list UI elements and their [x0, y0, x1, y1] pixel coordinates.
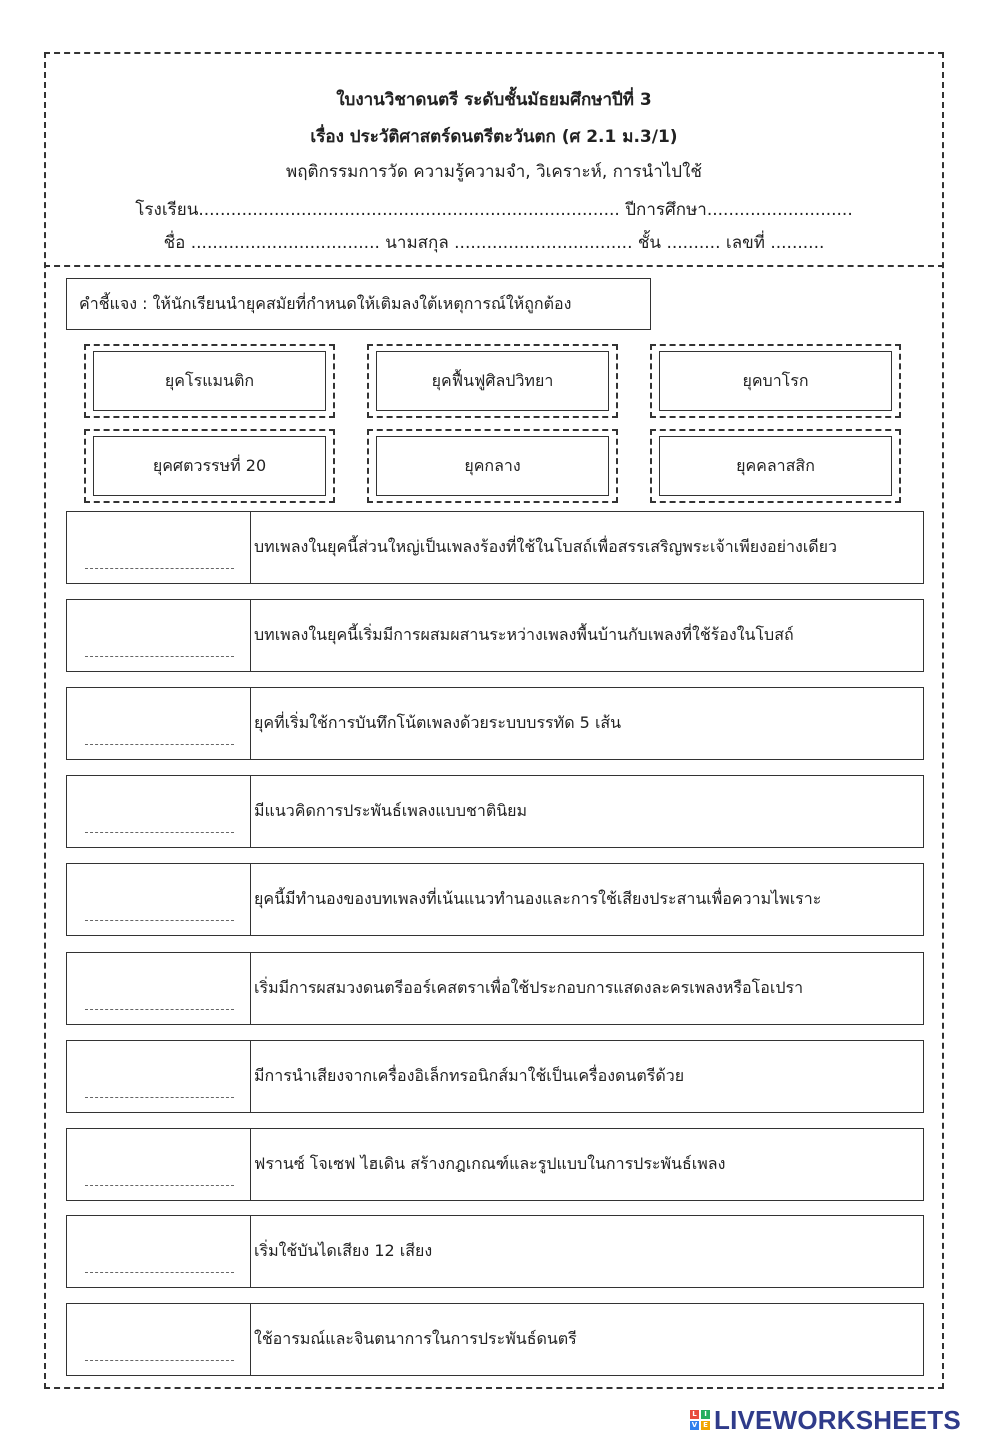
answer-drop-zone[interactable]	[67, 776, 251, 847]
logo-letter: V	[691, 1421, 698, 1429]
event-text: ยุคที่เริ่มใช้การบันทึกโน้ตเพลงด้วยระบบบรรทัด 5 เส้น	[254, 713, 622, 732]
era-card-middle-ages[interactable]	[367, 429, 618, 503]
event-text: เริ่มใช้บันไดเสียง 12 เสียง	[254, 1241, 433, 1260]
logo-letter: L	[690, 1410, 699, 1419]
answer-line	[85, 744, 234, 745]
era-card-baroque[interactable]	[650, 344, 901, 418]
event-row	[66, 1128, 924, 1201]
answer-line	[85, 1009, 234, 1010]
event-row	[66, 599, 924, 672]
liveworksheets-icon	[690, 1410, 710, 1430]
era-card-classical[interactable]	[650, 429, 901, 503]
era-label: ยุคกลาง	[376, 436, 609, 496]
answer-line	[85, 920, 234, 921]
brand-name: LIVEWORKSHEETS	[714, 1404, 961, 1435]
event-text: บทเพลงในยุคนี้ส่วนใหญ่เป็นเพลงร้องที่ใช้ในโบสถ์เพื่อสรรเสริญพระเจ้าเพียงอย่างเดียว	[254, 537, 837, 556]
logo-letter: I	[701, 1410, 710, 1419]
answer-drop-zone[interactable]	[67, 512, 251, 583]
era-card-renaissance[interactable]	[367, 344, 618, 418]
header-divider	[44, 265, 944, 267]
answer-line	[85, 1360, 234, 1361]
era-label: ยุคโรแมนติก	[93, 351, 326, 411]
event-row	[66, 1040, 924, 1113]
event-text: มีการนำเสียงจากเครื่องอิเล็กทรอนิกส์มาใช้เป็นเครื่องดนตรีด้วย	[254, 1066, 685, 1085]
worksheet-subtitle: เรื่อง ประวัติศาสตร์ดนตรีตะวันตก (ศ 2.1 ม.3/1)	[310, 127, 678, 147]
liveworksheets-logo	[690, 1404, 961, 1436]
era-label: ยุคฟื้นฟูศิลปวิทยา	[376, 351, 609, 411]
era-card-20th-century[interactable]	[84, 429, 335, 503]
answer-line	[85, 656, 234, 657]
answer-line	[85, 568, 234, 569]
answer-drop-zone[interactable]	[67, 1041, 251, 1112]
event-text: มีแนวคิดการประพันธ์เพลงแบบชาตินิยม	[254, 801, 528, 820]
school-year-line: โรงเรียน.............................................................................. ปีการศึกษา...........................	[135, 200, 853, 220]
event-row	[66, 863, 924, 936]
era-label: ยุคศตวรรษที่ 20	[93, 436, 326, 496]
event-text: ใช้อารมณ์และจินตนาการในการประพันธ์ดนตรี	[254, 1329, 577, 1348]
event-row	[66, 952, 924, 1025]
worksheet-title: ใบงานวิชาดนตรี ระดับชั้นมัธยมศึกษาปีที่ 3	[336, 90, 652, 110]
event-row	[66, 511, 924, 584]
event-text: ยุคนี้มีทำนองของบทเพลงที่เน้นแนวทำนองและการใช้เสียงประสานเพื่อความไพเราะ	[254, 889, 822, 908]
answer-line	[85, 832, 234, 833]
answer-drop-zone[interactable]	[67, 1216, 251, 1287]
answer-line	[85, 1097, 234, 1098]
answer-line	[85, 1272, 234, 1273]
event-text: ฟรานซ์ โจเซฟ ไฮเดิน สร้างกฎเกณฑ์และรูปแบบในการประพันธ์เพลง	[254, 1154, 726, 1173]
era-label: ยุคคลาสสิก	[659, 436, 892, 496]
answer-drop-zone[interactable]	[67, 1129, 251, 1200]
event-row	[66, 687, 924, 760]
answer-line	[85, 1185, 234, 1186]
event-row	[66, 775, 924, 848]
answer-drop-zone[interactable]	[67, 1304, 251, 1375]
event-text: บทเพลงในยุคนี้เริ่มมีการผสมผสานระหว่างเพลงพื้นบ้านกับเพลงที่ใช้ร้องในโบสถ์	[254, 625, 794, 644]
logo-letter: E	[701, 1421, 710, 1430]
answer-drop-zone[interactable]	[67, 688, 251, 759]
behavior-line: พฤติกรรมการวัด ความรู้ความจำ, วิเคราะห์, การนำไปใช้	[286, 162, 702, 182]
event-row	[66, 1303, 924, 1376]
era-card-romantic[interactable]	[84, 344, 335, 418]
event-text: เริ่มมีการผสมวงดนตรีออร์เคสตราเพื่อใช้ประกอบการแสดงละครเพลงหรือโอเปรา	[254, 978, 804, 997]
event-row	[66, 1215, 924, 1288]
instruction-box: คำชี้แจง : ให้นักเรียนนำยุคสมัยที่กำหนดให้เติมลงใต้เหตุการณ์ให้ถูกต้อง	[66, 278, 651, 330]
answer-drop-zone[interactable]	[67, 953, 251, 1024]
student-info-line: ชื่อ ................................... นามสกุล ................................. ชั้น .......... เลขที่ ..........	[163, 233, 825, 253]
era-label: ยุคบาโรก	[659, 351, 892, 411]
answer-drop-zone[interactable]	[67, 864, 251, 935]
answer-drop-zone[interactable]	[67, 600, 251, 671]
